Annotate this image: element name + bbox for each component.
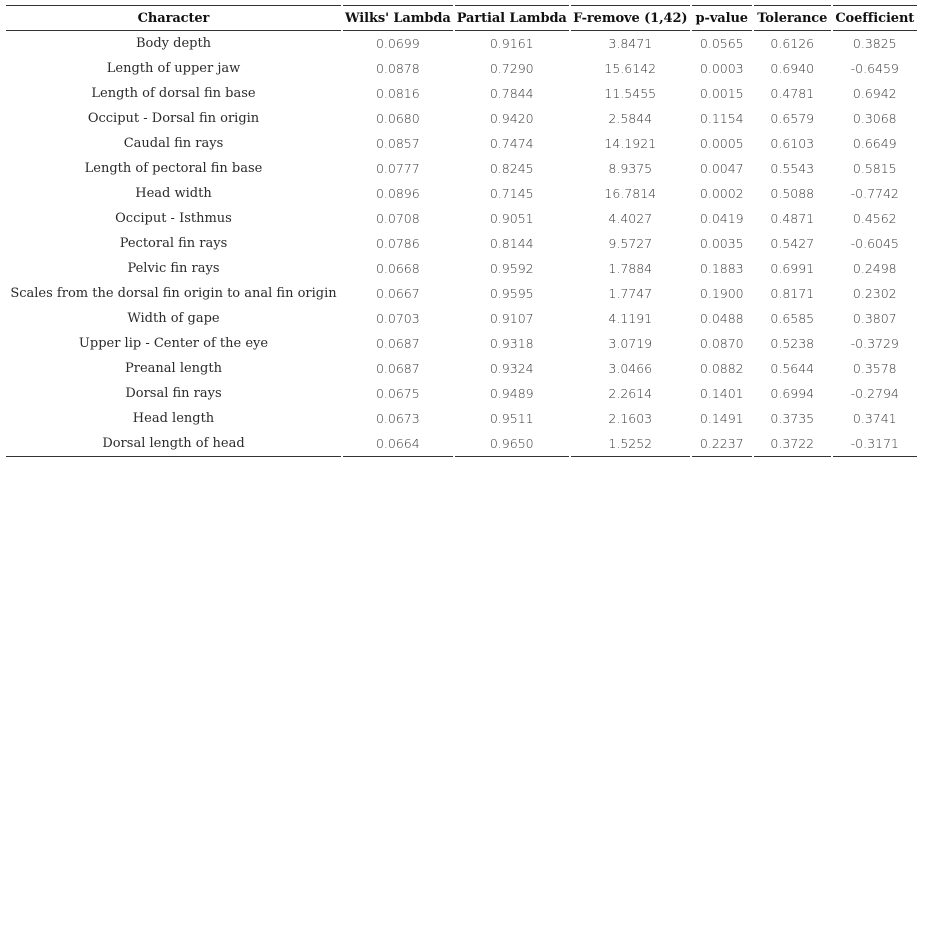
cell-coefficient: 0.2302 — [852, 286, 897, 301]
cell-p-value: 0.0047 — [699, 161, 744, 176]
table-row — [6, 331, 917, 356]
cell-partial-lambda: 0.9650 — [455, 431, 569, 457]
cell-wilks-lambda: 0.0673 — [375, 411, 420, 426]
table-row — [6, 131, 917, 156]
cell-partial-lambda: 0.9489 — [489, 386, 534, 401]
cell-coefficient: -0.6459 — [850, 61, 899, 76]
cell-wilks-lambda: 0.0699 — [375, 36, 420, 51]
cell-p-value: 0.2237 — [692, 431, 752, 457]
cell-tolerance: 0.5543 — [770, 161, 815, 176]
cell-wilks-lambda: 0.0703 — [375, 311, 420, 326]
cell-coefficient: 0.3825 — [852, 36, 897, 51]
cell-f-remove: 11.5455 — [604, 86, 657, 101]
cell-tolerance: 0.5238 — [770, 336, 815, 351]
table-row — [6, 281, 917, 306]
cell-p-value: 0.0488 — [699, 311, 744, 326]
cell-tolerance: 0.6126 — [770, 36, 815, 51]
cell-coefficient: -0.2794 — [850, 386, 899, 401]
cell-wilks-lambda: 0.0786 — [375, 236, 420, 251]
cell-partial-lambda: 0.9318 — [489, 336, 534, 351]
cell-f-remove: 9.5727 — [608, 236, 653, 251]
cell-p-value: 0.0870 — [699, 336, 744, 351]
cell-character: Pelvic fin rays — [127, 261, 220, 276]
header-coefficient: Coefficient — [833, 5, 917, 31]
header-tolerance: Tolerance — [754, 5, 831, 31]
cell-coefficient: 0.6649 — [852, 136, 897, 151]
cell-wilks-lambda: 0.0664 — [343, 431, 453, 457]
header-wilks-lambda: Wilks' Lambda — [343, 5, 453, 31]
cell-wilks-lambda: 0.0680 — [375, 111, 420, 126]
cell-p-value: 0.0565 — [699, 36, 744, 51]
cell-character: Width of gape — [127, 311, 220, 326]
cell-character: Pectoral fin rays — [119, 236, 228, 251]
cell-partial-lambda: 0.9161 — [489, 36, 534, 51]
cell-character: Length of upper jaw — [106, 61, 241, 76]
cell-f-remove: 16.7814 — [604, 186, 657, 201]
cell-tolerance: 0.8171 — [770, 286, 815, 301]
cell-p-value: 0.0882 — [699, 361, 744, 376]
cell-partial-lambda: 0.7290 — [489, 61, 534, 76]
table-row — [6, 181, 917, 206]
cell-character: Preanal length — [125, 361, 222, 376]
cell-coefficient: -0.3171 — [833, 431, 917, 457]
table-row — [6, 256, 917, 281]
cell-p-value: 0.1154 — [699, 111, 744, 126]
table-row — [6, 206, 917, 231]
table-row — [6, 106, 917, 131]
cell-f-remove: 15.6142 — [604, 61, 657, 76]
cell-character: Occiput - Isthmus — [115, 211, 232, 226]
cell-p-value: 0.0002 — [699, 186, 744, 201]
table-row — [6, 56, 917, 81]
table-row — [6, 81, 917, 106]
cell-partial-lambda: 0.9324 — [489, 361, 534, 376]
table-row — [6, 406, 917, 431]
cell-p-value: 0.1900 — [699, 286, 744, 301]
cell-coefficient: 0.3807 — [852, 311, 897, 326]
cell-partial-lambda: 0.7145 — [489, 186, 534, 201]
cell-partial-lambda: 0.9592 — [489, 261, 534, 276]
cell-character: Dorsal length of head — [6, 431, 341, 457]
cell-f-remove: 2.2614 — [608, 386, 653, 401]
cell-f-remove: 3.8471 — [608, 36, 653, 51]
cell-wilks-lambda: 0.0777 — [375, 161, 420, 176]
cell-wilks-lambda: 0.0816 — [375, 86, 420, 101]
table-row — [6, 156, 917, 181]
table-row — [6, 381, 917, 406]
cell-tolerance: 0.6579 — [770, 111, 815, 126]
table-row — [6, 356, 917, 381]
cell-character: Length of pectoral fin base — [84, 161, 263, 176]
cell-wilks-lambda: 0.0878 — [375, 61, 420, 76]
cell-character: Caudal fin rays — [123, 136, 224, 151]
cell-coefficient: 0.3741 — [852, 411, 897, 426]
header-character: Character — [6, 5, 341, 31]
cell-p-value: 0.0003 — [699, 61, 744, 76]
cell-coefficient: -0.3729 — [850, 336, 899, 351]
table-body — [6, 31, 917, 457]
header-f-remove: F-remove (1,42) — [571, 5, 690, 31]
cell-p-value: 0.1883 — [699, 261, 744, 276]
cell-tolerance: 0.5088 — [770, 186, 815, 201]
cell-f-remove: 4.1191 — [608, 311, 653, 326]
cell-coefficient: 0.4562 — [852, 211, 897, 226]
cell-wilks-lambda: 0.0857 — [375, 136, 420, 151]
cell-f-remove: 2.1603 — [608, 411, 653, 426]
cell-tolerance: 0.6940 — [770, 61, 815, 76]
cell-tolerance: 0.5644 — [770, 361, 815, 376]
cell-coefficient: -0.7742 — [850, 186, 899, 201]
cell-wilks-lambda: 0.0896 — [375, 186, 420, 201]
cell-tolerance: 0.6991 — [770, 261, 815, 276]
cell-coefficient: 0.2498 — [852, 261, 897, 276]
cell-p-value: 0.1401 — [699, 386, 744, 401]
cell-f-remove: 2.5844 — [608, 111, 653, 126]
cell-partial-lambda: 0.7844 — [489, 86, 534, 101]
cell-wilks-lambda: 0.0668 — [375, 261, 420, 276]
cell-partial-lambda: 0.8245 — [489, 161, 534, 176]
table-header — [6, 5, 917, 31]
table-row — [6, 231, 917, 256]
cell-f-remove: 3.0719 — [608, 336, 653, 351]
cell-character: Dorsal fin rays — [125, 386, 222, 401]
cell-character: Upper lip - Center of the eye — [78, 336, 269, 351]
cell-p-value: 0.0419 — [699, 211, 744, 226]
cell-character: Length of dorsal fin base — [91, 86, 256, 101]
cell-p-value: 0.0015 — [699, 86, 744, 101]
cell-character: Head width — [135, 186, 212, 201]
cell-f-remove: 8.9375 — [608, 161, 653, 176]
cell-f-remove: 4.4027 — [608, 211, 653, 226]
cell-tolerance: 0.6994 — [770, 386, 815, 401]
cell-wilks-lambda: 0.0708 — [375, 211, 420, 226]
cell-partial-lambda: 0.8144 — [489, 236, 534, 251]
cell-f-remove: 1.7747 — [608, 286, 653, 301]
cell-tolerance: 0.6103 — [770, 136, 815, 151]
cell-tolerance: 0.6585 — [770, 311, 815, 326]
table-row — [6, 31, 917, 56]
cell-character: Head length — [132, 411, 215, 426]
cell-partial-lambda: 0.9511 — [489, 411, 534, 426]
cell-wilks-lambda: 0.0687 — [375, 361, 420, 376]
cell-p-value: 0.0035 — [699, 236, 744, 251]
cell-f-remove: 1.5252 — [571, 431, 690, 457]
cell-coefficient: -0.6045 — [850, 236, 899, 251]
cell-tolerance: 0.4871 — [770, 211, 815, 226]
cell-coefficient: 0.6942 — [852, 86, 897, 101]
cell-p-value: 0.1491 — [699, 411, 744, 426]
table-row — [6, 431, 917, 457]
cell-character: Scales from the dorsal fin origin to anal fin origin — [10, 286, 337, 301]
cell-coefficient: 0.5815 — [852, 161, 897, 176]
cell-partial-lambda: 0.7474 — [489, 136, 534, 151]
cell-wilks-lambda: 0.0667 — [375, 286, 420, 301]
cell-partial-lambda: 0.9051 — [489, 211, 534, 226]
cell-f-remove: 14.1921 — [604, 136, 657, 151]
cell-coefficient: 0.3068 — [852, 111, 897, 126]
discriminant-analysis-table — [4, 5, 919, 457]
cell-tolerance: 0.5427 — [770, 236, 815, 251]
cell-partial-lambda: 0.9595 — [489, 286, 534, 301]
cell-f-remove: 3.0466 — [608, 361, 653, 376]
cell-partial-lambda: 0.9420 — [489, 111, 534, 126]
table-row — [6, 306, 917, 331]
cell-wilks-lambda: 0.0687 — [375, 336, 420, 351]
cell-tolerance: 0.4781 — [770, 86, 815, 101]
cell-character: Occiput - Dorsal fin origin — [87, 111, 260, 126]
cell-f-remove: 1.7884 — [608, 261, 653, 276]
header-p-value: p-value — [692, 5, 752, 31]
cell-character: Body depth — [135, 36, 212, 51]
cell-partial-lambda: 0.9107 — [489, 311, 534, 326]
cell-coefficient: 0.3578 — [852, 361, 897, 376]
cell-p-value: 0.0005 — [699, 136, 744, 151]
cell-wilks-lambda: 0.0675 — [375, 386, 420, 401]
header-row — [6, 5, 917, 31]
cell-tolerance: 0.3722 — [754, 431, 831, 457]
header-partial-lambda: Partial Lambda — [455, 5, 569, 31]
cell-tolerance: 0.3735 — [770, 411, 815, 426]
